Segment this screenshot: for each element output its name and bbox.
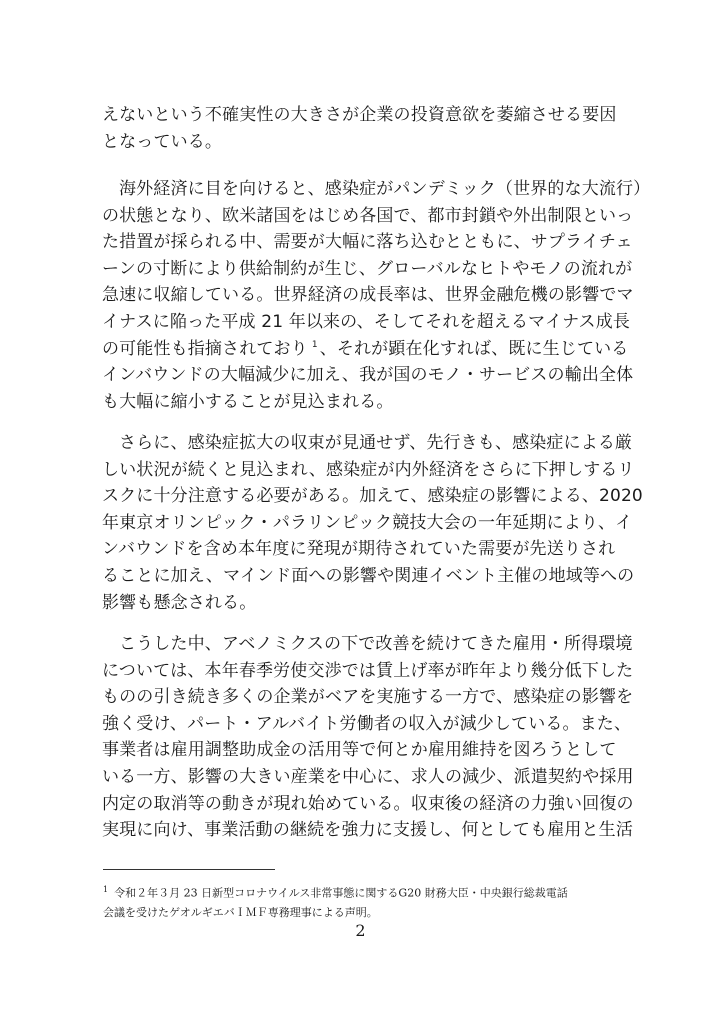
paragraph-2	[102, 176, 651, 415]
text-line	[102, 336, 632, 363]
text-fragment: の可能性も指摘されており	[102, 338, 308, 359]
footnote-line	[103, 880, 623, 903]
text-line: ものの引き続き多くの企業がベアを実施する一方で、感染症の影響を	[102, 687, 634, 708]
text-line: 内定の取消等の動きが現れ始めている。収束後の経済の力強い回復の	[102, 793, 634, 814]
paragraph-4	[102, 631, 632, 844]
footnote-mark: 1	[103, 885, 109, 894]
text-line: ることに加え、マインド面への影響や関連イベント主催の地域等への	[102, 565, 635, 586]
text-line: しい状況が続くと見込まれ、感染症が内外経済をさらに下押しするリ	[102, 459, 635, 480]
footnote-text: 令和２年３月 23 日新型コロナウイルス非常事態に関するG20 財務大臣・中央銀行総裁電話	[114, 886, 568, 900]
text-line: ンバウンドを含め本年度に発現が期待されていた需要が先送りされ	[102, 539, 616, 560]
text-line: となっている。	[102, 131, 223, 152]
footnote-separator	[103, 869, 275, 870]
text-line: ーンの寸断により供給制約が生じ、グローバルなヒトやモノの流れが	[102, 258, 633, 279]
text-line: いる一方、影響の大きい産業を中心に、求人の減少、派遣契約や採用	[102, 766, 634, 787]
text-line: も大幅に縮小することが見込まれる。	[102, 391, 394, 412]
text-line: スクに十分注意する必要がある。加えて、感染症の影響による、2020	[102, 486, 643, 507]
text-line: 年東京オリンピック・パラリンピック競技大会の一年延期により、イ	[102, 512, 633, 533]
text-line: イナスに陥った平成 21 年以来の、そしてそれを超えるマイナス成長	[102, 311, 631, 332]
text-line: えないという不確実性の大きさが企業の投資意欲を萎縮させる要因	[102, 105, 617, 125]
footnote-line: 会議を受けたゲオルギエバＩＭＦ専務理事による声明。	[103, 905, 378, 919]
text-line: インバウンドの大幅減少に加え、我が国のモノ・サービスの輸出全体	[102, 365, 634, 386]
text-line: 影響も懸念される。	[102, 592, 257, 613]
text-line: 急速に収縮している。世界経済の成長率は、世界金融危機の影響でマ	[102, 285, 634, 306]
paragraph-1	[102, 102, 632, 155]
paragraph-3	[102, 430, 643, 616]
text-line: については、本年春季労使交渉では賃上げ率が昨年より幾分低下した	[102, 660, 634, 681]
text-line: さらに、感染症拡大の収束が見通せず、先行きも、感染症による厳	[119, 433, 633, 453]
page-number: 2	[355, 921, 366, 940]
text-line: 強く受け、パート・アルバイト労働者の収入が減少している。また、	[102, 713, 632, 734]
text-line: 海外経済に目を向けると、感染症がパンデミック（世界的な大流行）	[119, 179, 651, 199]
text-line: こうした中、アベノミクスの下で改善を続けてきた雇用・所得環境	[119, 634, 633, 654]
footnote	[103, 880, 623, 922]
text-line: た措置が採られる中、需要が大幅に落ち込むとともに、サプライチェ	[102, 232, 633, 253]
text-line: 実現に向け、事業活動の継続を強力に支援し、何としても雇用と生活	[102, 820, 633, 841]
text-line: 事業者は雇用調整助成金の活用等で何とか雇用維持を図ろうとして	[102, 740, 617, 761]
text-line: の状態となり、欧米諸国をはじめ各国で、都市封鎖や外出制限といっ	[102, 205, 634, 226]
text-fragment: 、それが顕在化すれば、既に生じている	[319, 338, 629, 359]
footnote-reference[interactable]: 1	[311, 339, 318, 350]
